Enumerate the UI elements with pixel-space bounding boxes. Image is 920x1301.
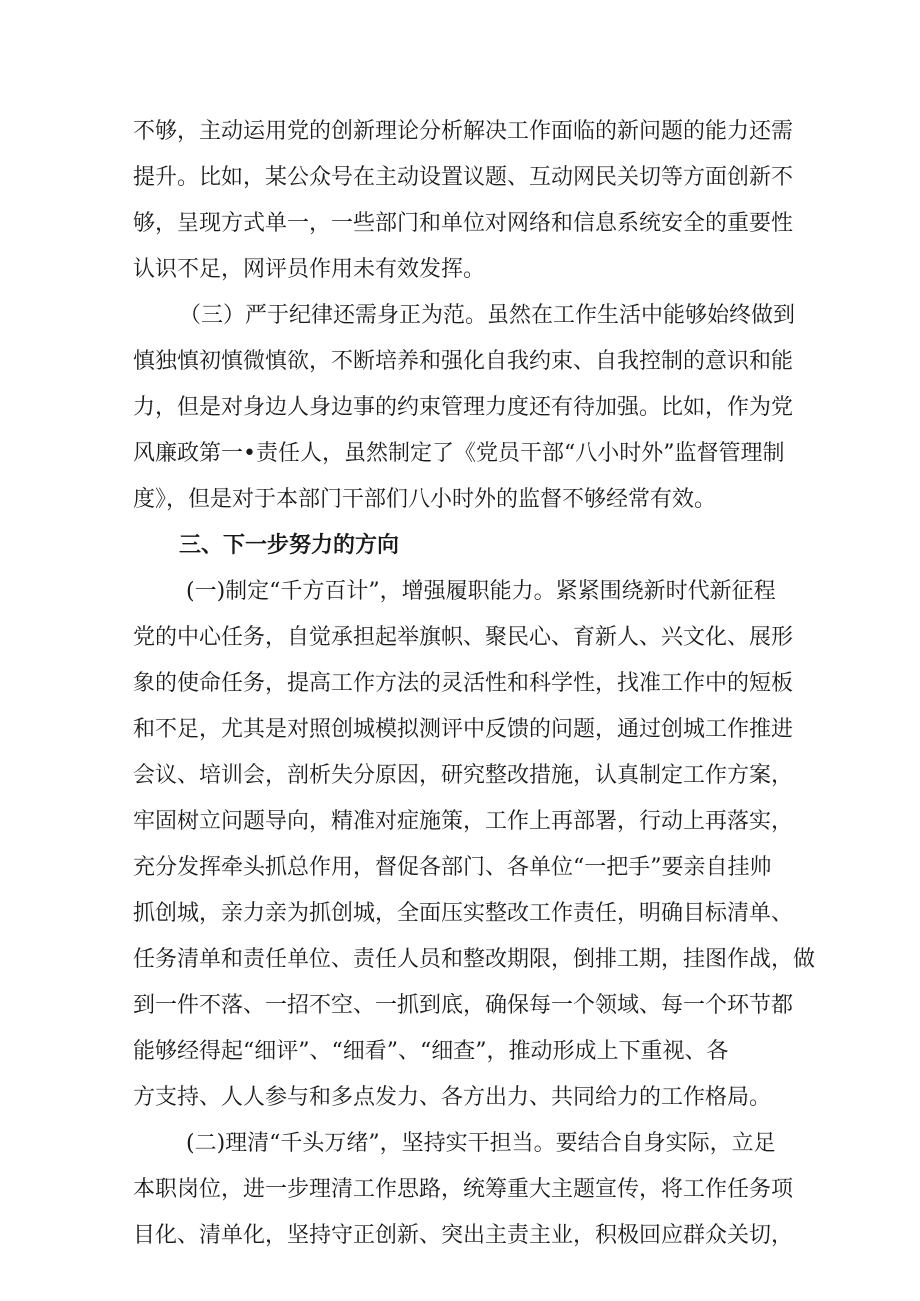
section-heading: 三、下一步努力的方向: [179, 533, 400, 558]
subsection-paragraph-1-start: (一)制定“千方百计”，增强履职能力。紧紧围绕新时代新征程: [186, 579, 776, 604]
text-line: 不够，主动运用党的创新理论分析解决工作面临的新问题的能力还需: [133, 119, 794, 144]
text-line: 风廉政第一•责任人，虽然制定了《党员干部“八小时外”监督管理制: [133, 441, 785, 466]
text-line: 够，呈现方式单一，一些部门和单位对网络和信息系统安全的重要性: [133, 211, 794, 236]
text-line: 牢固树立问题导向，精准对症施策，工作上再部署，行动上再落实，: [133, 809, 794, 834]
text-line: 方支持、人人参与和多点发力、各方出力、共同给力的工作格局。: [133, 1085, 772, 1110]
text-line: 度》，但是对于本部门干部们八小时外的监督不够经常有效。: [133, 487, 717, 512]
text-line: 本职岗位，进一步理清工作思路，统筹重大主题宣传，将工作任务项: [133, 1177, 794, 1202]
text-line: 任务清单和责任单位、责任人员和整改期限，倒排工期，挂图作战，做: [133, 947, 816, 972]
text-line: 会议、培训会，剖析失分原因，研究整改措施，认真制定工作方案，: [133, 763, 794, 788]
text-line: 提升。比如，某公众号在主动设置议题、互动网民关切等方面创新不: [133, 165, 794, 190]
text-line: 目化、清单化，坚持守正创新、突出主责主业，积极回应群众关切，: [133, 1223, 794, 1248]
subsection-paragraph-2-start: (二)理清“千头万绪”，坚持实干担当。要结合自身实际，立足: [186, 1131, 776, 1156]
text-line: 和不足，尤其是对照创城模拟测评中反馈的问题，通过创城工作推进: [133, 717, 794, 742]
text-line: 慎独慎初慎微慎欲，不断培养和强化自我约束、自我控制的意识和能: [133, 349, 794, 374]
text-line: 到一件不落、一招不空、一抓到底，确保每一个领域、每一个环节都: [133, 993, 794, 1018]
text-line: 力，但是对身边人身边事的约束管理力度还有待加强。比如，作为党: [133, 395, 794, 420]
section-paragraph-3-start: （三）严于纪律还需身正为范。虽然在工作生活中能够始终做到: [179, 303, 796, 328]
text-line: 认识不足，网评员作用未有效发挥。: [133, 257, 486, 282]
text-line: 能够经得起“细评”、“细看”、“细查”，推动形成上下重视、各: [133, 1039, 729, 1064]
text-line: 抓创城，亲力亲为抓创城，全面压实整改工作责任，明确目标清单、: [133, 901, 794, 926]
text-line: 充分发挥牵头抓总作用，督促各部门、各单位“一把手”要亲自挂帅: [133, 855, 772, 880]
text-line: 党的中心任务，自觉承担起举旗帜、聚民心、育新人、兴文化、展形: [133, 625, 794, 650]
text-line: 象的使命任务，提高工作方法的灵活性和科学性，找准工作中的短板: [133, 671, 794, 696]
